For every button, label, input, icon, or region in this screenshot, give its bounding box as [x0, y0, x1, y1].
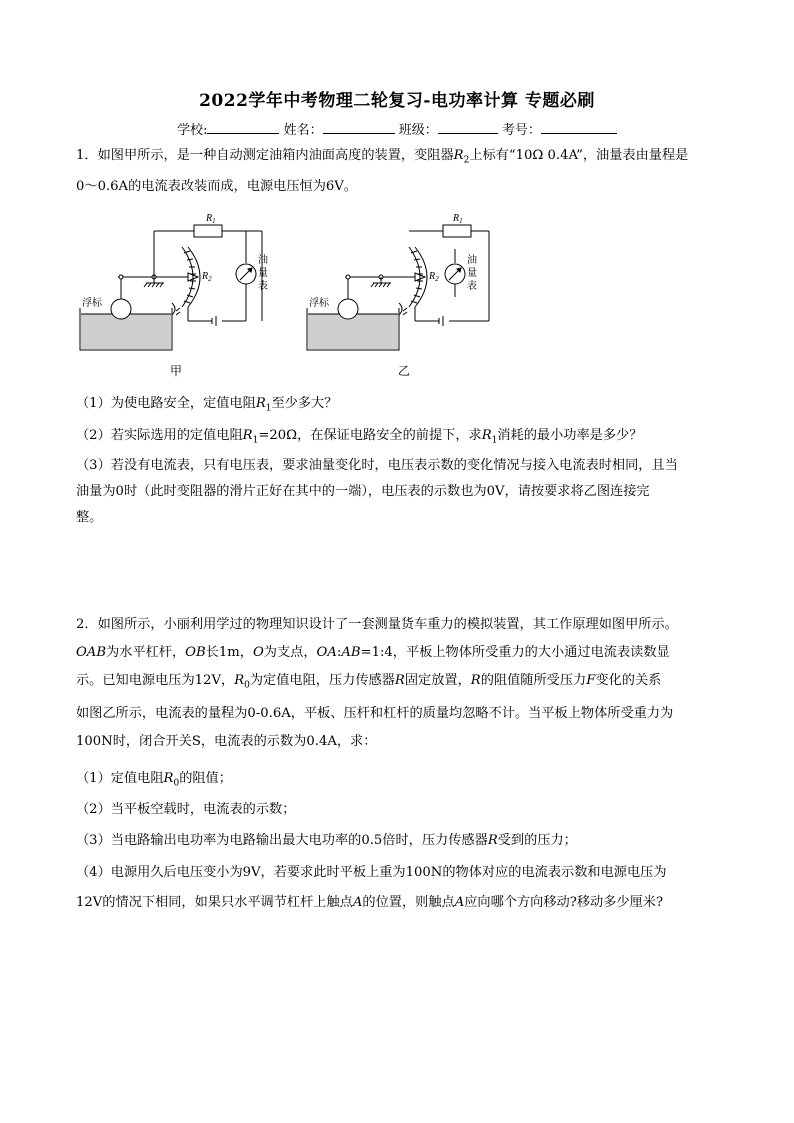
- q2-line3-b: 为定值电阻，压力传感器: [249, 673, 395, 688]
- q1-sub1-text-b: 至少多大？: [271, 396, 338, 411]
- q1-sub3: [76, 453, 718, 531]
- fig-jia-meter-char1: 油: [258, 255, 268, 266]
- figure-yi-caption: 乙: [398, 364, 411, 378]
- q2-sub4-text-b: 的位置，则触点: [362, 895, 455, 910]
- exam-no-field[interactable]: [541, 120, 617, 134]
- svg-text:R1: [205, 213, 216, 225]
- figure-yi: [303, 205, 503, 355]
- q2-sub1: [76, 766, 718, 797]
- q1-intro: [76, 143, 718, 200]
- fig-jia-float-label: 浮标: [82, 298, 102, 309]
- q2-sub1-text-a: （1）定值电阻: [76, 771, 164, 786]
- q1-intro-text-b: 上标有“10Ω 0.4A”，油量表由量程是: [469, 148, 689, 163]
- fig-yi-meter-char2: 量: [467, 268, 477, 279]
- fig-yi-r2-sub: 2: [435, 275, 439, 283]
- q2-r: R: [394, 673, 405, 688]
- q2-line1: 2．如图所示，小丽利用学过的物理知识设计了一套测量货车重力的模拟装置，其工作原理如图甲所示。: [76, 617, 678, 632]
- q2-line3-a: 示。已知电源电压为12V，: [76, 673, 235, 688]
- student-info-line: [0, 119, 794, 138]
- fig-jia-meter-char2: 量: [258, 268, 268, 279]
- q2-sub3-r: R: [487, 833, 498, 848]
- school-field[interactable]: [207, 120, 279, 134]
- q1-intro-line2: 0～0.6A的电流表改装而成，电源电压恒为6V。: [76, 178, 357, 194]
- q2-sub4: [76, 858, 718, 918]
- q1-r2-symbol: R: [453, 148, 464, 163]
- q2-line4: 如图乙所示，电流表的量程为0-0.6A，平板、压杆和杠杆的质量均忽略不计。当平板上物体所受重力为: [76, 705, 674, 721]
- q2-line3-e: 变化的关系: [595, 673, 662, 688]
- q2-sub2: [76, 797, 718, 823]
- fig-yi-meter-char1: 油: [467, 255, 477, 266]
- svg-text:R2: [428, 271, 439, 283]
- q2-o: O: [252, 645, 264, 660]
- page-title: 2022学年中考物理二轮复习-电功率计算 专题必刷: [199, 91, 595, 111]
- school-label: 学校:: [177, 123, 208, 138]
- q2-sub3-text-a: （3）当电路输出电功率为电路输出最大电功率的0.5倍时，压力传感器: [76, 833, 488, 848]
- q2-sub4-a2: A: [454, 895, 465, 910]
- svg-text:R2: [201, 271, 212, 283]
- name-field[interactable]: [323, 120, 395, 134]
- q2-oa: OA: [316, 645, 337, 660]
- q2-sub4-a1: A: [352, 895, 363, 910]
- fig-jia-r1-sub: 1: [212, 217, 216, 225]
- q1-sub3-line1: （3）若没有电流表，只有电压表，要求油量变化时，电压表示数的变化情况与接入电流表时相同，且当: [76, 458, 678, 473]
- q1-sub2-r1: R: [242, 428, 253, 443]
- class-label: 班级：: [398, 123, 438, 138]
- q1-sub2-text-c: 消耗的最小功率是多少？: [497, 428, 643, 443]
- q1-sub1-r1-sub: 1: [265, 403, 272, 414]
- fig-yi-float-label: 浮标: [309, 298, 329, 309]
- figure-jia: [76, 205, 276, 355]
- oil-gauge-circuit-yi: [303, 205, 503, 355]
- q2-r0: R: [234, 673, 245, 688]
- oil-gauge-circuit-jia: [76, 205, 276, 355]
- q2-sub3: [76, 828, 718, 854]
- q1-sub3-line3: 整。: [76, 510, 103, 525]
- q1-sub1-r1: R: [255, 396, 266, 411]
- fig-yi-r1-label: R: [453, 213, 460, 224]
- q2-sub1-r0-sub: 0: [173, 778, 180, 789]
- svg-text:R1: [452, 213, 463, 225]
- q2-line2-c: 为支点，: [263, 645, 317, 660]
- exam-no-label: 考号：: [501, 123, 541, 138]
- q2-line2-d: =1:4，平板上物体所受重力的大小通过电流表读数显: [360, 645, 670, 660]
- q2-ob: OB: [185, 645, 206, 660]
- class-field[interactable]: [438, 120, 498, 134]
- q2-line3-c: 固定放置，: [404, 673, 471, 688]
- q2-line5: 100N时，闭合开关S，电流表的示数为0.4A，求：: [76, 733, 377, 749]
- q2-sub1-r0: R: [163, 771, 174, 786]
- q2-sub4-text-a: 12V的情况下相同，如果只水平调节杠杆上触点: [76, 895, 353, 910]
- q2-colon: :: [336, 645, 342, 660]
- q1-r2-sub: 2: [463, 155, 470, 166]
- q1-sub2-r1-sub: 1: [252, 435, 259, 446]
- fig-yi-meter-char3: 表: [467, 281, 477, 292]
- fig-jia-r2-label: R: [202, 271, 209, 282]
- q2-ab: AB: [341, 645, 361, 660]
- q1-sub2: [76, 423, 718, 454]
- q1-sub1-text-a: （1）为使电路安全，定值电阻: [76, 396, 256, 411]
- fig-jia-r2-sub: 2: [208, 275, 212, 283]
- q1-intro-text-a: 1．如图甲所示，是一种自动测定油箱内油面高度的装置，变阻器: [76, 148, 454, 163]
- q2-sub1-text-b: 的阻值；: [179, 771, 232, 786]
- fig-yi-r2-label: R: [429, 271, 436, 282]
- q2-line2-a: 为水平杠杆，: [106, 645, 186, 660]
- q2-line3-d: 的阻值随所受压力: [480, 673, 587, 688]
- q1-sub2-r1-b-sub: 1: [491, 435, 498, 446]
- q2-r0-sub: 0: [244, 680, 250, 691]
- fig-jia-meter-char3: 表: [258, 281, 268, 292]
- q2-sub4-line1: （4）电源用久后电压变小为9V，若要求此时平板上重为100N的物体对应的电流表示数和电源电压为: [76, 865, 667, 880]
- q1-sub3-line2: 油量为0时（此时变阻器的滑片正好在其中的一端），电压表的示数也为0V，请按要求将乙图连接完: [76, 484, 650, 499]
- fig-yi-r1-sub: 1: [459, 217, 463, 225]
- q2-sub3-text-b: 受到的压力；: [497, 833, 577, 848]
- q2-line2-b: 长1m，: [205, 645, 253, 660]
- q1-sub2-text-b: =20Ω，在保证电路安全的前提下，求: [258, 428, 482, 443]
- fig-jia-r1-label: R: [206, 213, 213, 224]
- q2-r-2: R: [470, 673, 481, 688]
- q2-sub2-text: （2）当平板空载时，电流表的示数；: [76, 802, 296, 817]
- q1-sub1: [76, 391, 718, 422]
- q1-sub2-r1-b: R: [481, 428, 492, 443]
- figure-jia-caption: 甲: [170, 364, 183, 378]
- q2-intro: [76, 611, 718, 756]
- q1-sub2-text-a: （2）若实际选用的定值电阻: [76, 428, 243, 443]
- name-label: 姓名：: [283, 123, 323, 138]
- q2-f: F: [586, 673, 596, 688]
- q2-oab: OAB: [76, 645, 107, 660]
- q2-sub4-text-c: 应向哪个方向移动?移动多少厘米?: [464, 895, 664, 910]
